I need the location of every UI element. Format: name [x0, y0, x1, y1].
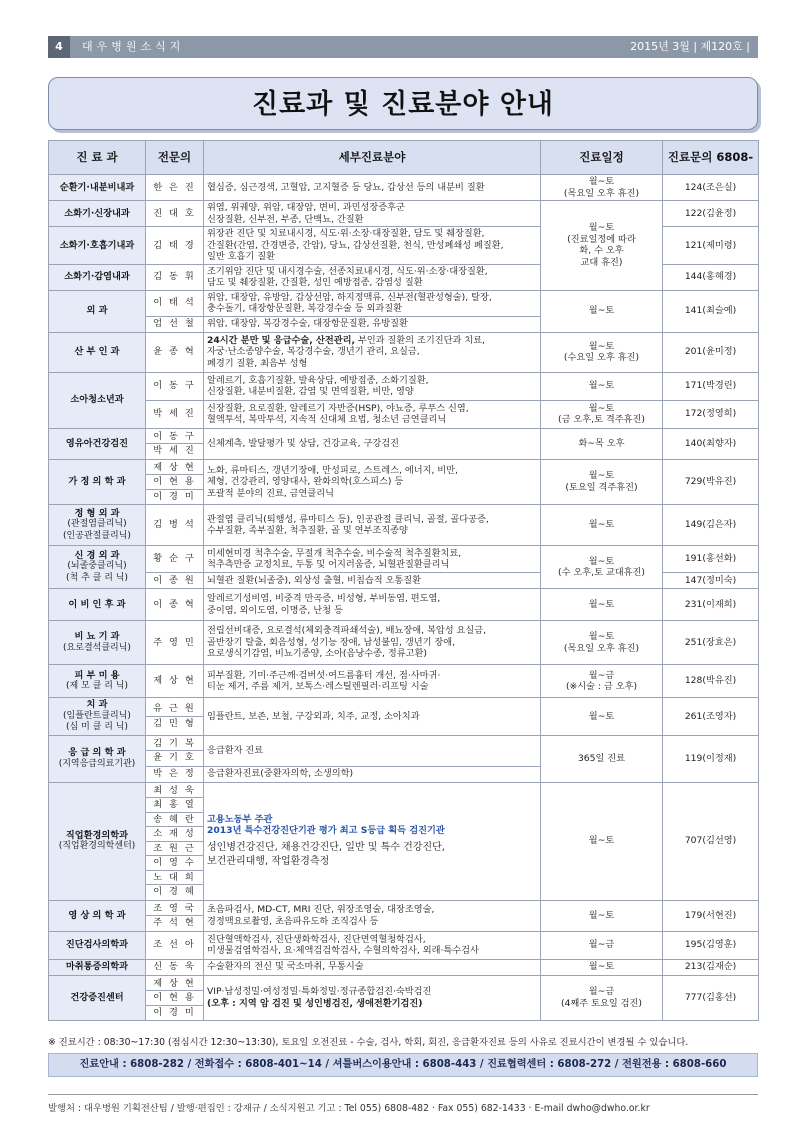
dept-cell	[49, 975, 146, 1021]
doctor-cell	[146, 505, 204, 546]
tel-cell: 141(최슬예)	[663, 290, 759, 332]
doctor-name: 윤 종 혁	[153, 346, 196, 358]
schedule-cell: 월~토 (목요일 오후 휴진)	[541, 621, 663, 665]
dept-name: 직업환경의학과	[65, 829, 129, 841]
desc-cell	[204, 665, 541, 698]
desc-text: 응급환자진료(중환자의학, 소생의학)	[207, 768, 354, 780]
dept-name: 치 과	[86, 699, 108, 710]
dept-cell	[49, 428, 146, 459]
tel-cell: 121(제미령)	[663, 227, 759, 265]
doctor-name: 박 세 진	[153, 408, 196, 420]
table-row	[49, 332, 759, 372]
doctor-cell	[146, 264, 204, 290]
desc-text: 전립선비대증, 요로결석(체외충격파쇄석술), 배뇨장애, 복압성 요실금, 골반장기 탈출, 회음성형, 성기능 장애, 남성불임, 갱년기 장애, 요로생식기감염, 비뇨기종양, 소아(음낭수종, 정류고환)	[207, 625, 487, 660]
desc-text: 응급환자 진료	[207, 744, 264, 756]
doctor-cell	[146, 459, 204, 505]
doctor-cell	[146, 332, 204, 372]
schedule-cell: 월~토 (목요일 오후 휴진)	[541, 175, 663, 201]
table-row	[49, 782, 759, 900]
table-header-row	[49, 141, 759, 175]
doctor-cell	[146, 766, 204, 782]
doctor-name: 제 상 현	[153, 461, 196, 473]
desc-cell	[204, 735, 541, 766]
dept-cell	[49, 290, 146, 332]
tel-cell: 729(박유진)	[663, 459, 759, 505]
tel-cell: 147(정미숙)	[663, 573, 759, 589]
hours-note: ※ 진료시간 : 08:30~17:30 (점심시간 12:30~13:30), 토요일 오전진료 - 수술, 검사, 학회, 회진, 응급환자진료 등의 사유로 진료시간이 변경될 수 있습니다.	[48, 1037, 689, 1048]
dept-cell	[49, 332, 146, 372]
schedule-cell: 월~토	[541, 372, 663, 400]
dept-name: 비 뇨 기 과	[74, 631, 120, 642]
dept-name: 순환기·내분비내과	[59, 181, 135, 193]
tel-cell: 128(박유진)	[663, 665, 759, 698]
dept-name: 소아청소년과	[70, 394, 124, 406]
dept-name: 건강증진센터	[70, 992, 124, 1003]
doctor-name: 박 은 정	[153, 768, 196, 780]
desc-cell	[204, 227, 541, 265]
doctor-cell	[146, 698, 204, 736]
department-table	[48, 140, 759, 1021]
desc-bold: 24시간 분만 및 응급수술, 산전관리,	[207, 334, 355, 346]
doctor-name: 김 기 복	[153, 737, 196, 749]
dept-name: 마취통증의학과	[65, 961, 129, 973]
schedule-cell: 월~토	[541, 900, 663, 931]
contact-bar: 진료안내 : 6808-282 / 전화접수 : 6808-401~14 / 셔틀버스이용안내 : 6808-443 / 진료협력센터 : 6808-272 / 전원전용 : 6808-660	[48, 1053, 758, 1077]
doctor-cell	[146, 621, 204, 665]
publication-name: 대우병원소식지	[82, 40, 185, 53]
issue-date: 2015년 3월 | 제120호 |	[630, 40, 750, 53]
desc-text: 위암, 대장암, 유방암, 갑상선암, 하지정맥류, 신부전(혈관성형술), 탈장, 충수돌기, 대장항문질환, 복강경수술 등 외과질환	[207, 291, 492, 314]
desc-cell	[204, 900, 541, 931]
doctor-name: 송 혜 란	[146, 812, 203, 827]
dept-name: 진단검사의학과	[65, 939, 129, 951]
col-header-dept: 진 료 과	[49, 141, 146, 175]
desc-text: VIP·남성정밀·여성정밀·특화정밀·정규종합검진·숙박검진	[207, 986, 432, 998]
dept-cell	[49, 546, 146, 589]
desc-cell	[204, 175, 541, 201]
tel-cell: 119(이정재)	[663, 735, 759, 782]
desc-cell	[204, 589, 541, 621]
desc-bold: (오후 : 지역 암 검진 및 성인병검진, 생애전환기검진)	[207, 997, 423, 1009]
desc-text: 초음파검사, MD-CT, MRI 진단, 위장조영술, 대장조영술, 경정맥요로촬영, 초음파유도하 조직검사 등	[207, 904, 435, 927]
doctor-cell	[146, 400, 204, 428]
table-row	[49, 959, 759, 975]
doctor-cell	[146, 573, 204, 589]
desc-text: 노화, 류마티스, 갱년기장애, 만성피로, 스트레스, 에너지, 비만, 체형, 건강관리, 영양대사, 완화의학(호스피스) 등 포괄적 분야의 진료, 금연클리닉	[207, 464, 458, 499]
tel-cell: 213(김재순)	[663, 959, 759, 975]
col-header-doctor: 전문의	[146, 141, 204, 175]
dept-name: 정 형 외 과	[74, 507, 120, 519]
tel-cell: 140(최향자)	[663, 428, 759, 459]
desc-cell	[204, 698, 541, 736]
desc-cell	[204, 959, 541, 975]
dept-name: 피 부 미 용	[74, 669, 120, 681]
dept-name: 응 급 의 학 과	[68, 747, 126, 758]
dept-cell	[49, 782, 146, 900]
desc-text: 관절염 클리닉(퇴행성, 류마티스 등), 인공관절 클리닉, 골절, 골다공증, 수부질환, 족부질환, 척추질환, 골 및 연부조직종양	[207, 513, 489, 536]
desc-cell	[204, 766, 541, 782]
desc-cell	[204, 573, 541, 589]
tel-cell: 707(김선영)	[663, 782, 759, 900]
desc-cell	[204, 332, 541, 372]
doctor-cell	[146, 175, 204, 201]
doctor-cell	[146, 227, 204, 265]
dept-cell	[49, 201, 146, 227]
doctor-name: 조 선 아	[153, 939, 196, 951]
doctor-name: 소 재 성	[146, 826, 203, 841]
desc-cell	[204, 546, 541, 573]
tel-cell: 231(이재희)	[663, 589, 759, 621]
doctor-name: 엄 선 철	[153, 318, 196, 330]
col-header-tel: 진료문의 6808-	[663, 141, 759, 175]
desc-text: 성인병건강진단, 채용건강진단, 일반 및 특수 건강진단, 보건관리대행, 작업환경측정	[207, 841, 445, 867]
table-row	[49, 290, 759, 316]
desc-text: 미세현미경 척추수술, 무절개 척추수술, 비수술적 척추질환치료, 척추측만증 교정치료, 두통 및 어지러움증, 뇌혈관질환클리닉	[207, 547, 462, 570]
doctor-name: 제 상 현	[153, 675, 196, 687]
dept-cell	[49, 931, 146, 959]
dept-subtitle: (뇌졸중클리닉) (척 추 클 리 닉)	[66, 561, 128, 583]
desc-cell	[204, 372, 541, 400]
desc-cell	[204, 621, 541, 665]
doctor-name: 이 종 원	[153, 574, 196, 586]
tel-cell: 149(김은자)	[663, 505, 759, 546]
doctor-name: 이 경 미	[146, 1005, 203, 1020]
dept-subtitle: (지역응급의료기관)	[58, 758, 136, 769]
doctor-cell	[146, 959, 204, 975]
doctor-name: 신 동 욱	[153, 961, 196, 973]
doctor-name: 이 영 수	[146, 855, 203, 870]
doctor-name: 주 석 현	[146, 915, 203, 930]
doctor-cell	[146, 428, 204, 459]
table-row	[49, 621, 759, 665]
table-row	[49, 698, 759, 736]
tel-cell: 179(서현진)	[663, 900, 759, 931]
dept-cell	[49, 264, 146, 290]
doctor-name: 이 현 용	[146, 474, 203, 489]
desc-cell	[204, 428, 541, 459]
doctor-name: 조 영 국	[153, 902, 196, 914]
doctor-name: 김 동 휘	[153, 271, 196, 283]
doctor-cell	[146, 589, 204, 621]
desc-cell	[204, 290, 541, 316]
dept-subtitle: (요로결석클리닉)	[63, 642, 131, 653]
schedule-cell: 월~토 (토요일 격주휴진)	[541, 459, 663, 505]
doctor-name: 한 은 진	[153, 181, 196, 193]
desc-cell	[204, 505, 541, 546]
desc-cell	[204, 782, 541, 900]
tel-cell: 122(김윤정)	[663, 201, 759, 227]
col-header-desc: 세부진료분야	[204, 141, 541, 175]
dept-name: 영 상 의 학 과	[68, 909, 126, 921]
dept-cell	[49, 900, 146, 931]
desc-cell	[204, 316, 541, 332]
desc-text: 부인과 질환의 조기진단과 치료, 자궁·난소종양수술, 복강경수술, 갱년기 관리, 요실금, 폐경기 질환, 최음부 성형	[207, 334, 485, 369]
schedule-cell: 월~토 (진료일정에 따라 화, 수 오후 교대 휴진)	[541, 201, 663, 291]
schedule-cell: 화~목 오후	[541, 428, 663, 459]
dept-subtitle: (직업환경의학센터)	[58, 841, 136, 851]
table-row	[49, 665, 759, 698]
doctor-name: 주 영 민	[153, 636, 196, 648]
doctor-name: 박 세 진	[146, 443, 203, 458]
doctor-name: 이 현 용	[146, 990, 203, 1005]
doctor-cell	[146, 201, 204, 227]
doctor-name: 이 경 미	[146, 489, 203, 504]
desc-text: 알레르기, 호흡기질환, 발육상담, 예방접종, 소화기질환, 신장질환, 내분비질환, 감염 및 면역질환, 비만, 영양	[207, 374, 429, 397]
doctor-name: 이 태 석	[153, 297, 196, 309]
tel-cell: 261(조영자)	[663, 698, 759, 736]
doctor-name: 최 홍 열	[146, 797, 203, 812]
doctor-name: 김 병 석	[153, 519, 196, 531]
desc-text: 수술환자의 전신 및 국소마취, 무통시술	[207, 961, 364, 973]
doctor-name: 김 민 형	[146, 716, 203, 731]
table-row	[49, 372, 759, 400]
doctor-name: 이 동 구	[153, 380, 196, 392]
dept-cell	[49, 372, 146, 428]
dept-cell	[49, 227, 146, 265]
schedule-cell: 월~토 (수 오후,토 교대휴진)	[541, 546, 663, 589]
tel-cell: 777(김홍선)	[663, 975, 759, 1021]
dept-subtitle: (임플란트클리닉) (심 미 클 리 닉)	[63, 710, 131, 732]
tel-cell: 191(홍선화)	[663, 546, 759, 573]
dept-name: 외 과	[86, 305, 108, 317]
table-row	[49, 546, 759, 573]
dept-subtitle: (관절염클리닉) (인공관절클리닉)	[63, 519, 131, 541]
dept-name: 신 경 외 과	[74, 549, 120, 561]
desc-cell	[204, 975, 541, 1021]
desc-text: 뇌혈관 질환(뇌졸중), 외상성 출혈, 비침습적 오통질환	[207, 574, 421, 586]
desc-cell	[204, 459, 541, 505]
desc-text: 위염, 위궤양, 위암, 대장암, 변비, 과민성장증후군 신장질환, 신부전, 부종, 단백뇨, 간질환	[207, 202, 405, 225]
tel-cell: 251(장효은)	[663, 621, 759, 665]
doctor-name: 유 근 원	[153, 703, 196, 715]
schedule-cell: 월~토	[541, 698, 663, 736]
doctor-name: 진 대 호	[153, 207, 196, 219]
desc-cell	[204, 201, 541, 227]
doctor-cell	[146, 546, 204, 573]
schedule-cell: 월~토	[541, 589, 663, 621]
doctor-cell	[146, 372, 204, 400]
schedule-cell: 월~토 (금 오후,토 격주휴진)	[541, 400, 663, 428]
schedule-cell: 월~토	[541, 959, 663, 975]
table-row	[49, 400, 759, 428]
col-header-schedule: 진료일정	[541, 141, 663, 175]
table-row	[49, 459, 759, 505]
footer-divider	[48, 1094, 758, 1095]
table-row	[49, 505, 759, 546]
schedule-cell: 월~토	[541, 782, 663, 900]
dept-subtitle: (제 모 클 리 닉)	[66, 681, 128, 691]
table-row	[49, 589, 759, 621]
desc-cell	[204, 400, 541, 428]
doctor-cell	[146, 290, 204, 316]
dept-cell	[49, 589, 146, 621]
dept-name: 소화기·신장내과	[64, 207, 130, 219]
schedule-cell: 월~토	[541, 290, 663, 332]
table-row	[49, 931, 759, 959]
page-title: 진료과 및 진료분야 안내	[251, 89, 555, 120]
desc-cell	[204, 931, 541, 959]
doctor-cell	[146, 900, 204, 931]
doctor-name: 노 대 희	[146, 870, 203, 885]
header-bar	[48, 36, 758, 58]
doctor-name: 조 원 근	[146, 841, 203, 856]
doctor-cell	[146, 782, 204, 900]
table-row	[49, 175, 759, 201]
title-banner	[48, 77, 758, 130]
doctor-cell	[146, 975, 204, 1021]
dept-name: 가 정 의 학 과	[68, 476, 126, 487]
dept-cell	[49, 459, 146, 505]
page-number: 4	[48, 36, 70, 58]
doctor-name: 이 경 혜	[146, 884, 203, 899]
dept-cell	[49, 735, 146, 782]
dept-name: 산 부 인 과	[74, 346, 120, 358]
table-row	[49, 428, 759, 459]
desc-text: 진단혈액학검사, 진단생화학검사, 진단면역혈청학검사, 미생물검염학검사, 요·체액검검학검사, 수혈의학검사, 외래·특수검사	[207, 933, 479, 956]
desc-text: 임플란트, 보존, 보철, 구강외과, 치주, 교정, 소아치과	[207, 710, 420, 722]
dept-cell	[49, 665, 146, 698]
tel-cell: 171(박경린)	[663, 372, 759, 400]
table-row	[49, 201, 759, 227]
doctor-name: 제 상 현	[153, 977, 196, 989]
doctor-cell	[146, 665, 204, 698]
desc-text: 알레르기성비염, 비중격 만곡증, 비성형, 부비동염, 편도염, 중이염, 외이도염, 이명증, 난청 등	[207, 593, 441, 616]
tel-cell: 124(조은실)	[663, 175, 759, 201]
doctor-name: 최 성 욱	[153, 784, 196, 796]
desc-cell	[204, 264, 541, 290]
tel-cell: 144(홍혜경)	[663, 264, 759, 290]
table-row	[49, 975, 759, 1021]
desc-text: 협심증, 심근경색, 고혈압, 고지혈증 등 당뇨, 갑상선 등의 내분비 질환	[207, 181, 485, 193]
desc-wrap	[207, 335, 537, 370]
doctor-name: 김 태 경	[153, 239, 196, 251]
desc-highlight: 고용노동부 주관 2013년 특수건강진단기관 평가 최고 S등급 획득 검진기관	[207, 813, 445, 836]
dept-cell	[49, 959, 146, 975]
doctor-name: 이 동 구	[153, 430, 196, 442]
schedule-cell: 365일 진료	[541, 735, 663, 782]
doctor-name: 윤 기 호	[146, 750, 203, 765]
desc-text: 위암, 대장암, 복강경수술, 대장항문질환, 유방질환	[207, 318, 408, 330]
dept-name: 소화기·감염내과	[64, 271, 130, 283]
desc-text: 신장질환, 요로질환, 알레르기 자반증(HSP), 야뇨증, 루푸스 신염, 혈액투석, 복막투석, 지속적 신대체 요법, 청소년 금연클리닉	[207, 402, 469, 425]
table-row	[49, 900, 759, 931]
schedule-cell: 월~금 (4째주 토요일 검진)	[541, 975, 663, 1021]
schedule-cell: 월~금 (※시술 : 금 오후)	[541, 665, 663, 698]
doctor-cell	[146, 931, 204, 959]
doctor-cell	[146, 316, 204, 332]
schedule-cell: 월~토 (수요일 오후 휴진)	[541, 332, 663, 372]
tel-cell: 201(윤미정)	[663, 332, 759, 372]
dept-cell	[49, 621, 146, 665]
dept-cell	[49, 505, 146, 546]
dept-name: 소화기·호흡기내과	[59, 239, 135, 251]
desc-text: 신체계측, 발달평가 및 상담, 건강교육, 구강검진	[207, 437, 399, 449]
dept-name: 영유아건강검진	[65, 437, 129, 449]
schedule-cell: 월~토	[541, 505, 663, 546]
dept-name: 이 비 인 후 과	[68, 598, 126, 610]
tel-cell: 172(정영희)	[663, 400, 759, 428]
doctor-cell	[146, 735, 204, 766]
publisher-footer: 발행처 : 대우병원 기획전산팀 / 발행·편집인 : 강재규 / 소식지원고 기고 : Tel 055) 6808-482 · Fax 055) 682-1433 · E-mail dwho@dwho.or.kr	[48, 1103, 650, 1114]
table-row	[49, 735, 759, 766]
desc-text: 피부질환, 기미·주근깨·검버섯·여드름흉터 개선, 점·사마귀· 티눈 제거, 주름 제거, 보톡스·레스틸렌필러·리프팅 시술	[207, 669, 441, 692]
schedule-cell: 월~금	[541, 931, 663, 959]
desc-text: 조기위암 진단 및 내시경수술, 선종치료내시경, 식도·위·소장·대장질환, 담도 및 췌장질환, 간질환, 성인 예방접종, 감염성 질환	[207, 265, 488, 288]
doctor-name: 황 순 구	[153, 553, 196, 565]
dept-cell	[49, 175, 146, 201]
desc-text: 위장관 진단 및 치료내시경, 식도·위·소장·대장질환, 담도 및 췌장질환, 간질환(간염, 간경변증, 간암), 당뇨, 갑상선질환, 천식, 만성폐쇄성 폐질환, 일반 호흡기 질환	[207, 228, 504, 262]
dept-cell	[49, 698, 146, 736]
tel-cell: 195(김영훈)	[663, 931, 759, 959]
doctor-name: 이 종 혁	[153, 598, 196, 610]
